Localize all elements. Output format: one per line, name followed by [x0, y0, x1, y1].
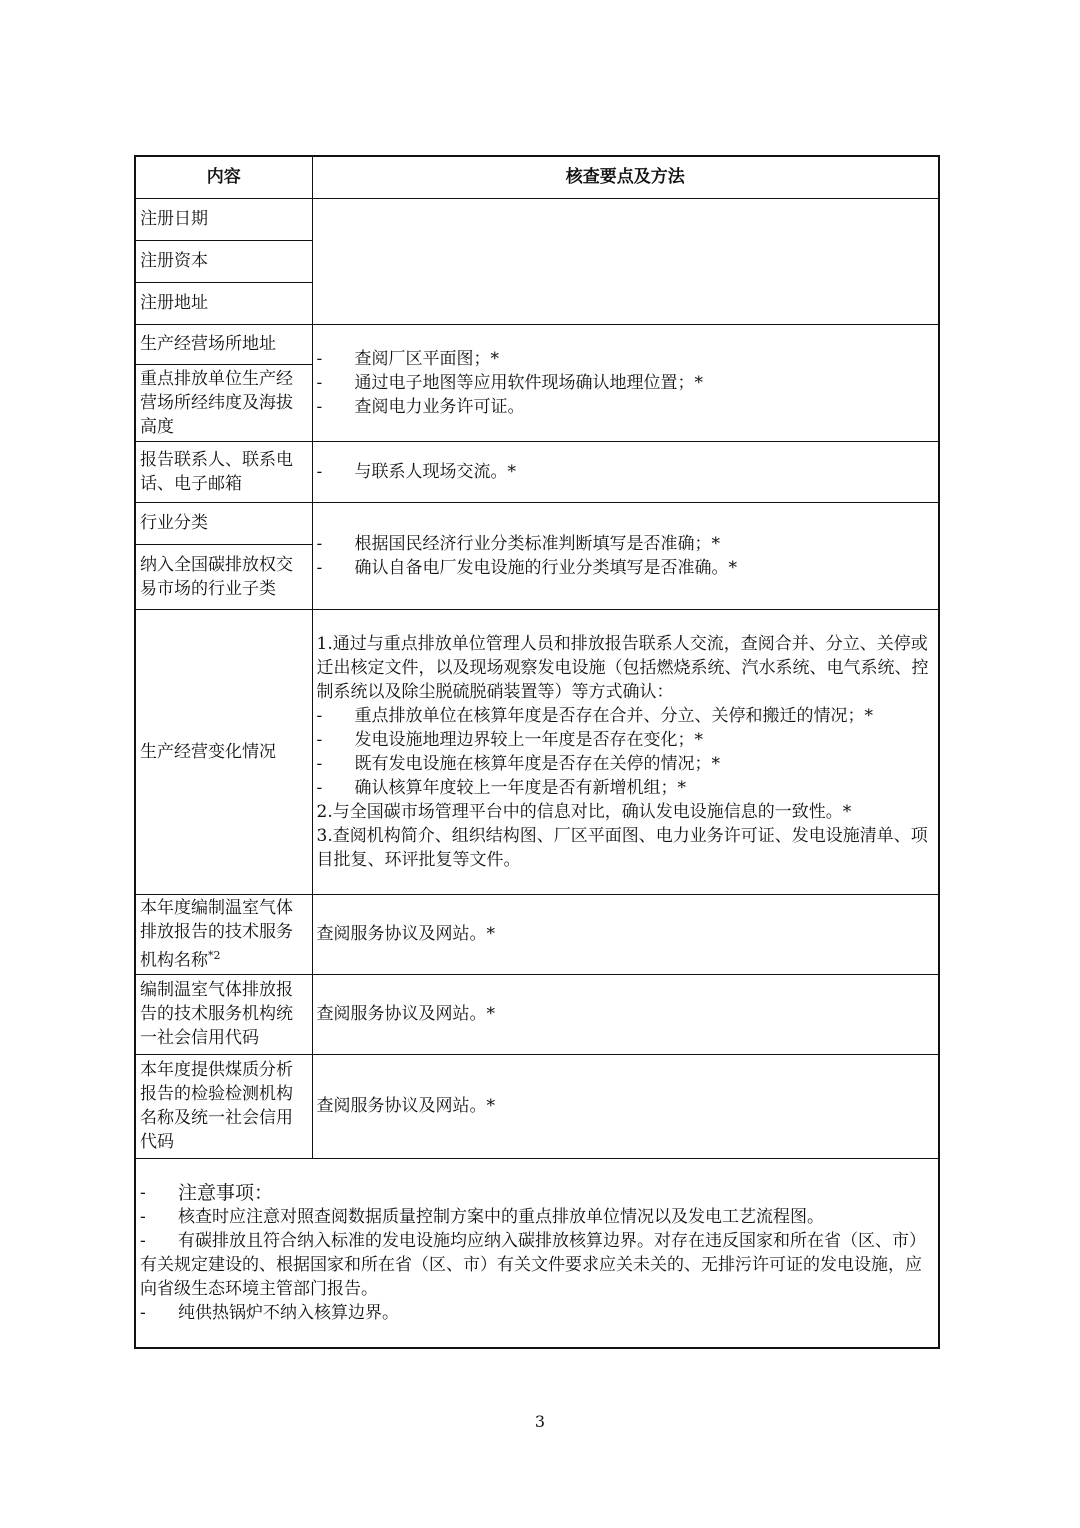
bullet-item: - 确认核算年度较上一年度是否有新增机组；*	[316, 777, 686, 798]
item-service-org: 本年度编制温室气体排放报告的技术服务机构名称$^{*2}$	[135, 894, 312, 974]
item-site-coordinates: 重点排放单位生产经营场所经纬度及海拔高度	[135, 364, 312, 441]
item-industry-subclass: 纳入全国碳排放权交易市场的行业子类	[135, 544, 312, 609]
note-item: - 核查时应注意对照查阅数据质量控制方案中的重点排放单位情况以及发电工艺流程图。	[140, 1206, 824, 1227]
note-item: - 有碳排放且符合纳入标准的发电设施均应纳入碳排放核算边界。对存在违反国家和所在省（区、市）有关规定建设的、根据国家和所在省（区、市）有关文件要求应关未关的、无排污许可证的发电设施，应向省级生态环境主管部门报告。	[140, 1230, 926, 1299]
item-site-address: 生产经营场所地址	[135, 324, 312, 364]
table-row	[135, 198, 939, 240]
service-method-cell: 查阅服务协议及网站。*	[312, 894, 939, 974]
lab-method-cell: 查阅服务协议及网站。*	[312, 1054, 939, 1158]
footnote-mark: *2	[208, 948, 221, 962]
table-row	[135, 974, 939, 1054]
registration-method-cell	[312, 198, 939, 324]
item-registration-date: 注册日期	[135, 198, 312, 240]
table-row	[135, 894, 939, 974]
method-paragraph: 1.通过与重点排放单位管理人员和排放报告联系人交流，查阅合并、分立、关停或迁出核定文件，以及现场观察发电设施（包括燃烧系统、汽水系统、电气系统、控制系统以及除尘脱硫脱硝装置等）等方式确认：	[316, 633, 929, 702]
change-method-cell	[312, 609, 939, 894]
bullet-item: - 根据国民经济行业分类标准判断填写是否准确；*	[316, 533, 720, 554]
table-row	[135, 441, 939, 502]
bullet-item: - 发电设施地理边界较上一年度是否存在变化；*	[316, 729, 703, 750]
notes-title: - 注意事项：	[140, 1181, 274, 1204]
verification-table	[134, 155, 940, 1349]
table-row	[135, 324, 939, 364]
item-service-credit-code: 编制温室气体排放报告的技术服务机构统一社会信用代码	[135, 974, 312, 1054]
industry-method-cell	[312, 502, 939, 609]
contact-method-cell	[312, 441, 939, 502]
item-industry: 行业分类	[135, 502, 312, 544]
bullet-item: - 与联系人现场交流。*	[316, 461, 516, 482]
bullet-item: - 查阅厂区平面图；*	[316, 348, 499, 369]
item-registered-capital: 注册资本	[135, 240, 312, 282]
location-method-cell	[312, 324, 939, 441]
method-paragraph: 2.与全国碳市场管理平台中的信息对比，确认发电设施信息的一致性。*	[316, 801, 852, 822]
bullet-item: - 重点排放单位在核算年度是否存在合并、分立、关停和搬迁的情况；*	[316, 705, 873, 726]
table-row	[135, 1054, 939, 1158]
bullet-item: - 确认自备电厂发电设施的行业分类填写是否准确。*	[316, 557, 737, 578]
notes-cell	[135, 1158, 939, 1348]
item-contact: 报告联系人、联系电话、电子邮箱	[135, 441, 312, 502]
item-lab-org: 本年度提供煤质分析报告的检验检测机构名称及统一社会信用代码	[135, 1054, 312, 1158]
bullet-item: - 通过电子地图等应用软件现场确认地理位置；*	[316, 372, 703, 393]
method-paragraph: 3.查阅机构简介、组织结构图、厂区平面图、电力业务许可证、发电设施清单、项目批复、环评批复等文件。	[316, 825, 928, 870]
bullet-item: - 查阅电力业务许可证。	[316, 396, 525, 417]
note-item: - 纯供热锅炉不纳入核算边界。	[140, 1302, 399, 1323]
table-row	[135, 609, 939, 894]
table-row	[135, 502, 939, 544]
item-operation-change: 生产经营变化情况	[135, 609, 312, 894]
header-method: 核查要点及方法	[312, 156, 939, 198]
table-header-row	[135, 156, 939, 198]
notes-row	[135, 1158, 939, 1348]
item-registered-address: 注册地址	[135, 282, 312, 324]
bullet-item: - 既有发电设施在核算年度是否存在关停的情况；*	[316, 753, 720, 774]
header-content: 内容	[135, 156, 312, 198]
credit-method-cell: 查阅服务协议及网站。*	[312, 974, 939, 1054]
page-number: 3	[534, 1412, 546, 1431]
